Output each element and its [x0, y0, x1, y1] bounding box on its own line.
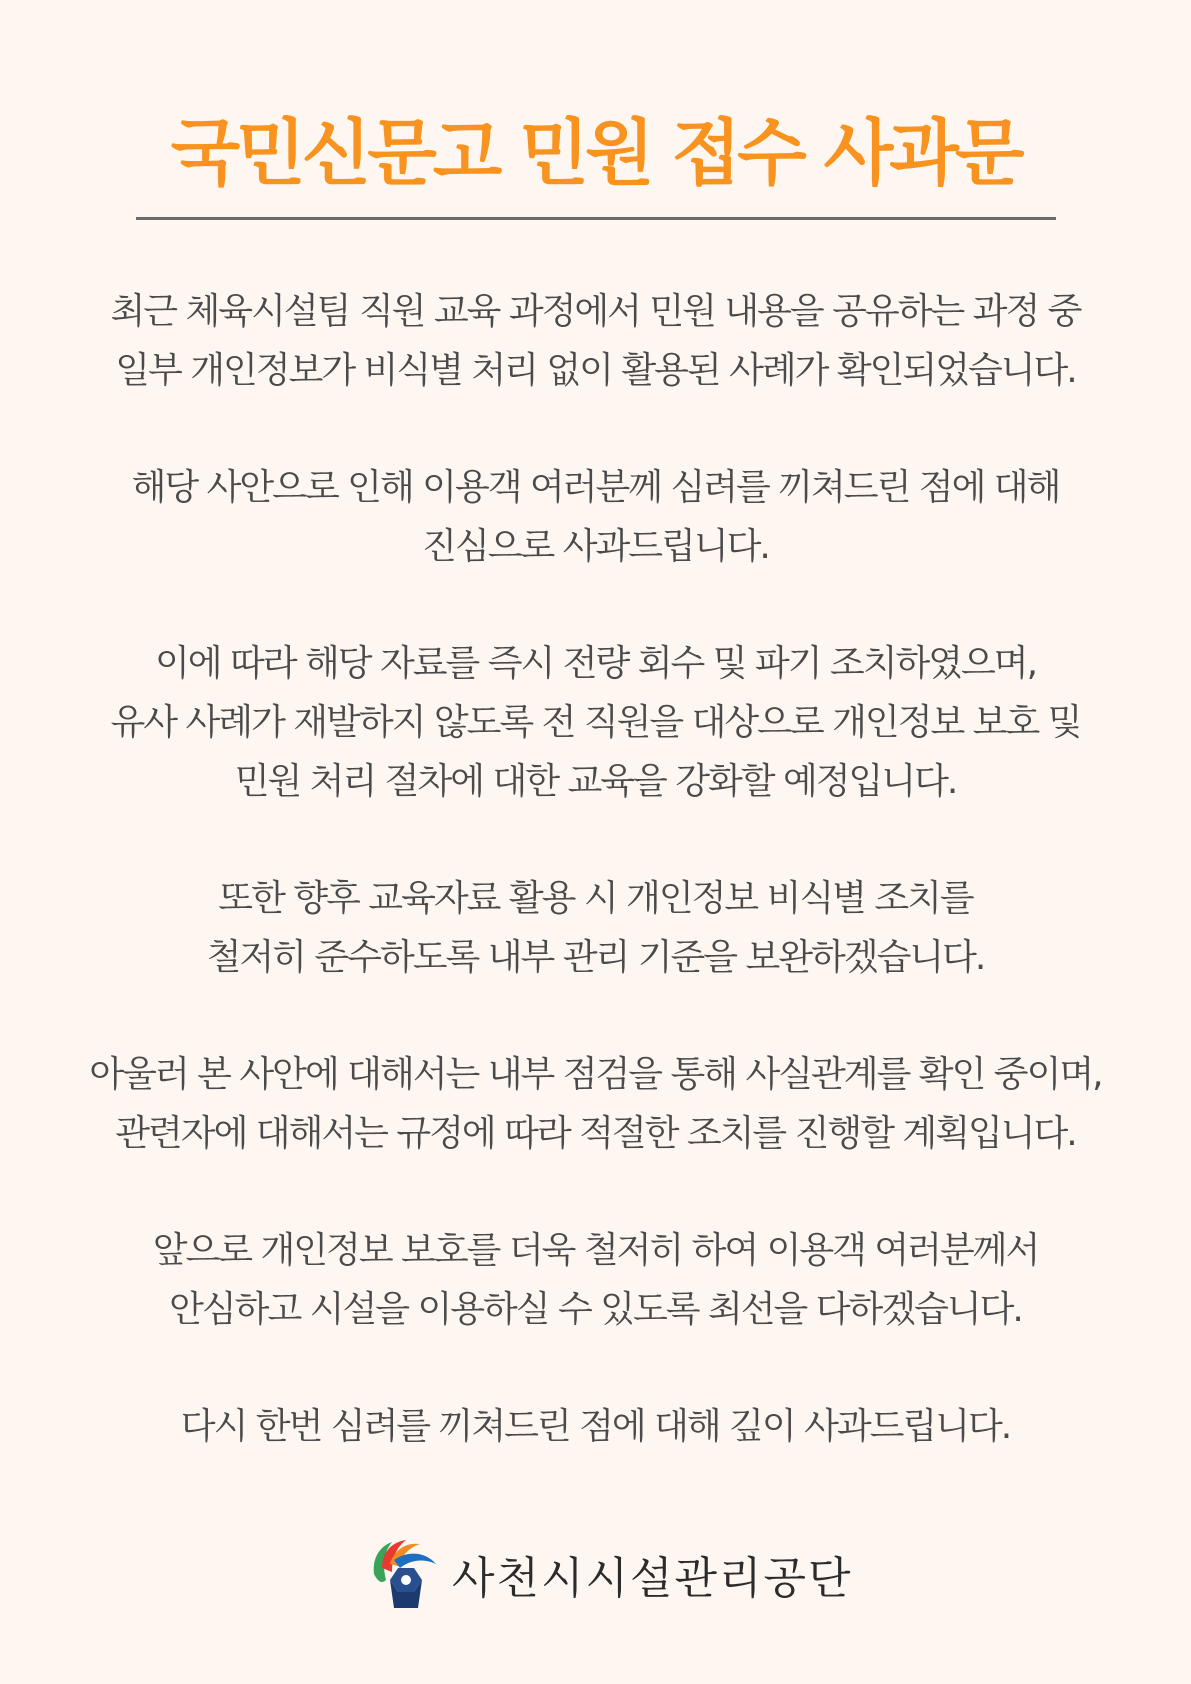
paragraph-7 — [60, 1397, 1131, 1456]
paragraph-line: 또한 향후 교육자료 활용 시 개인정보 비식별 조치를 — [218, 878, 973, 919]
paragraph-2 — [60, 458, 1131, 576]
paragraph-line: 최근 체육시설팀 직원 교육 과정에서 민원 내용을 공유하는 과정 중 — [110, 291, 1081, 332]
paragraph-line: 해당 사안으로 인해 이용객 여러분께 심려를 끼쳐드린 점에 대해 — [131, 467, 1060, 508]
paragraph-line: 철저히 준수하도록 내부 관리 기준을 보완하겠습니다. — [206, 937, 985, 978]
paragraph-4 — [60, 869, 1131, 987]
paragraph-line: 진심으로 사과드립니다. — [422, 526, 769, 567]
notice-body — [60, 282, 1131, 1514]
paragraph-line: 앞으로 개인정보 보호를 더욱 철저히 하여 이용객 여러분께서 — [152, 1230, 1039, 1271]
paragraph-line: 유사 사례가 재발하지 않도록 전 직원을 대상으로 개인정보 보호 및 — [110, 702, 1081, 743]
paragraph-line: 이에 따라 해당 자료를 즉시 전량 회수 및 파기 조치하였으며, — [154, 643, 1037, 684]
paragraph-line: 민원 처리 절차에 대한 교육을 강화할 예정입니다. — [234, 761, 957, 802]
page-title: 국민신문고 민원 접수 사과문 — [170, 111, 1021, 195]
paragraph-6 — [60, 1221, 1131, 1339]
paragraph-3 — [60, 634, 1131, 811]
organization-logo — [364, 1534, 853, 1614]
paragraph-line: 일부 개인정보가 비식별 처리 없이 활용된 사례가 확인되었습니다. — [115, 350, 1076, 391]
organization-emblem-icon — [364, 1534, 440, 1614]
paragraph-line: 아울러 본 사안에 대해서는 내부 점검을 통해 사실관계를 확인 중이며, — [89, 1054, 1102, 1095]
paragraph-line: 안심하고 시설을 이용하실 수 있도록 최선을 다하겠습니다. — [169, 1289, 1022, 1330]
paragraph-line: 관련자에 대해서는 규정에 따라 적절한 조치를 진행할 계획입니다. — [115, 1113, 1076, 1154]
paragraph-5 — [60, 1045, 1131, 1163]
paragraph-line: 다시 한번 심려를 끼쳐드린 점에 대해 깊이 사과드립니다. — [180, 1406, 1011, 1447]
organization-name: 사천시시설관리공단 — [452, 1553, 853, 1604]
paragraph-1 — [60, 282, 1131, 400]
title-divider — [136, 217, 1056, 220]
